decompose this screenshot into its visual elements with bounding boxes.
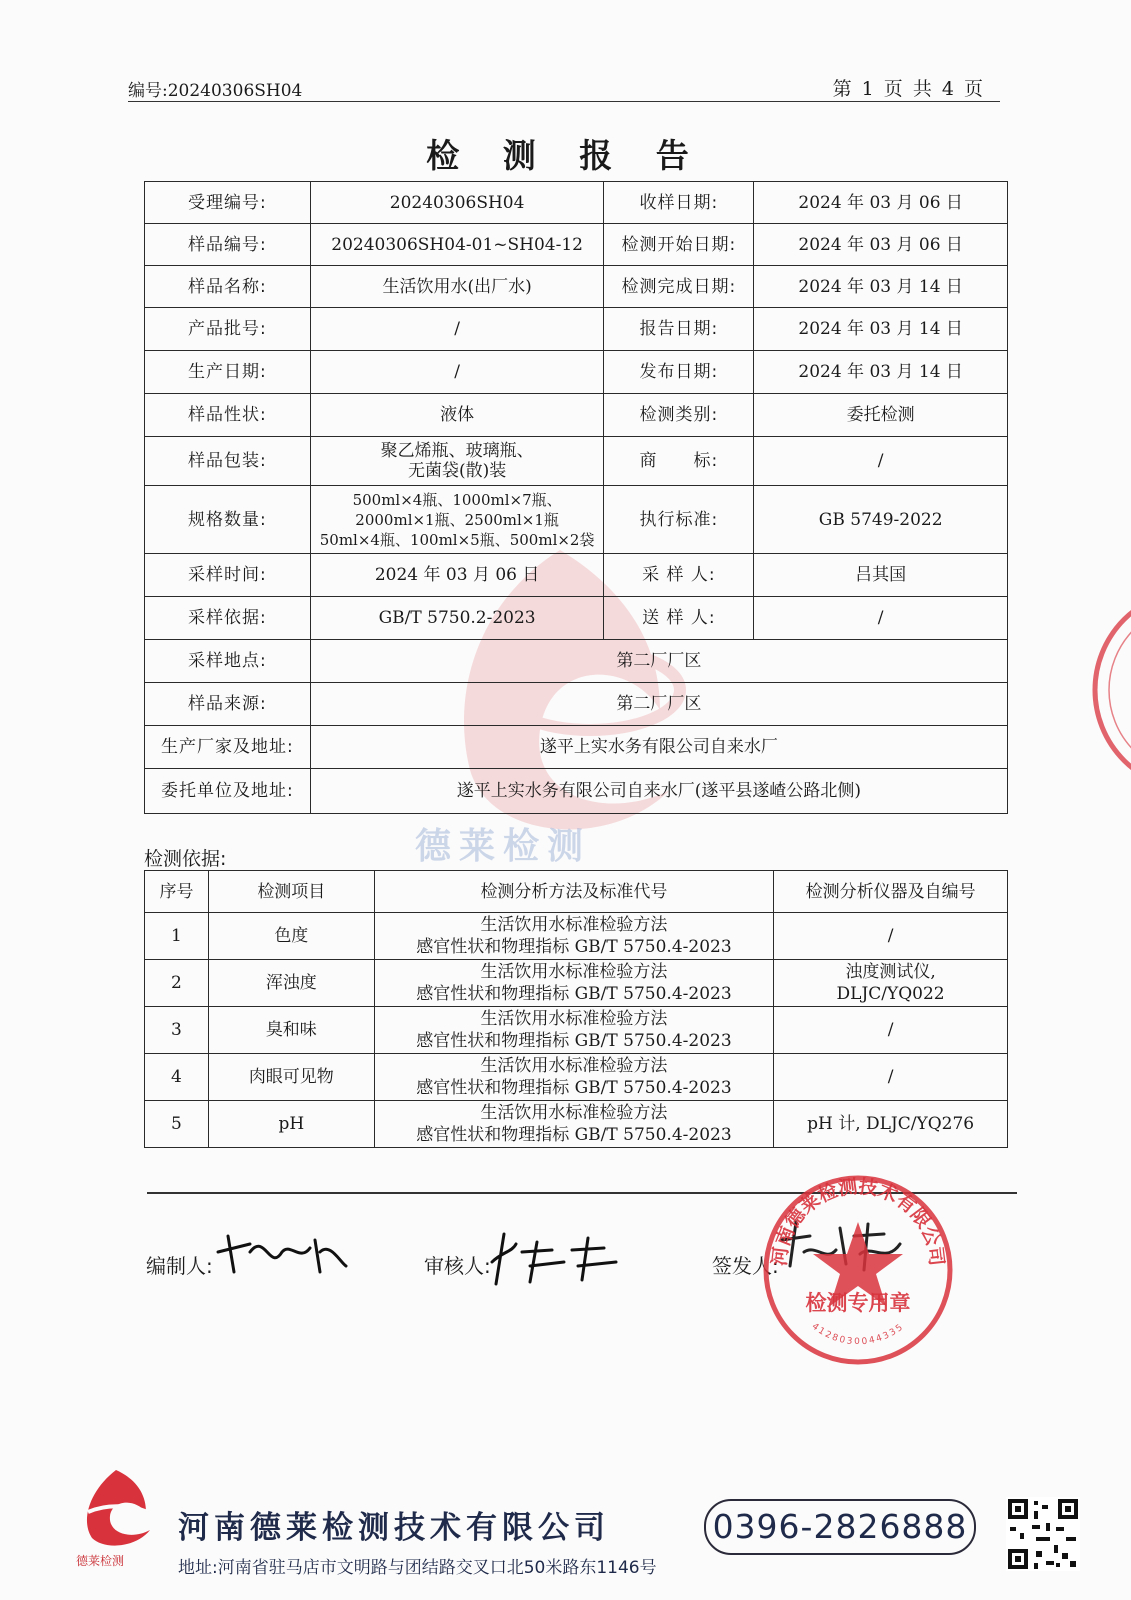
prepared-by-signature <box>210 1222 350 1282</box>
table-row <box>145 1101 1008 1148</box>
seal-code-text: 4128030044335 <box>809 1321 907 1348</box>
spec-qty-line-1: 500ml×4瓶、1000ml×7瓶、 <box>352 490 562 509</box>
client-label: 委托单位及地址: <box>145 769 311 814</box>
table-row <box>145 1007 1008 1054</box>
sample-no-value: 20240306SH04-01~SH04-12 <box>310 224 604 266</box>
sample-name-label: 样品名称: <box>145 266 311 308</box>
company-logo-icon <box>76 1468 156 1548</box>
header-divider <box>128 101 1000 102</box>
sampler-label: 采 样 人: <box>604 554 754 597</box>
method-line-1: 生活饮用水标准检验方法 <box>480 915 668 935</box>
instrument-line-2: DLJC/YQ022 <box>836 984 945 1004</box>
test-end-value: 2024 年 03 月 14 日 <box>754 266 1008 308</box>
manufacturer-label: 生产厂家及地址: <box>145 726 311 769</box>
report-title: 检 测 报 告 <box>426 136 705 175</box>
sample-source-label: 样品来源: <box>145 683 311 726</box>
table-row <box>145 913 1008 960</box>
approved-by-label: 签发人: <box>712 1254 779 1278</box>
company-address: 地址:河南省驻马店市文明路与团结路交叉口北50米路东1146号 <box>178 1558 657 1578</box>
row-seq: 2 <box>145 960 209 1007</box>
packaging-value <box>310 437 604 486</box>
svg-text:4128030044335 <box>810 1322 907 1347</box>
sampling-basis-label: 采样依据: <box>145 597 311 640</box>
test-end-label: 检测完成日期: <box>604 266 754 308</box>
row-instrument <box>774 960 1008 1007</box>
row-instrument <box>774 1101 1008 1148</box>
receipt-no-label: 受理编号: <box>145 182 311 224</box>
row-method <box>374 1101 773 1148</box>
spec-qty-label: 规格数量: <box>145 486 311 554</box>
prod-date-label: 生产日期: <box>145 351 311 394</box>
test-type-label: 检测类别: <box>604 394 754 437</box>
receive-date-value: 2024 年 03 月 06 日 <box>754 182 1008 224</box>
publish-date-label: 发布日期: <box>604 351 754 394</box>
row-item: 臭和味 <box>208 1007 374 1054</box>
row-seq: 5 <box>145 1101 209 1148</box>
method-line-2: 感官性状和物理指标 GB/T 5750.4-2023 <box>416 1078 732 1098</box>
prod-date-value: / <box>310 351 604 394</box>
row-method <box>374 960 773 1007</box>
receive-date-label: 收样日期: <box>604 182 754 224</box>
sampling-time-label: 采样时间: <box>145 554 311 597</box>
row-seq: 3 <box>145 1007 209 1054</box>
table-row <box>145 1054 1008 1101</box>
spec-qty-line-2: 2000ml×1瓶、2500ml×1瓶 <box>355 510 559 529</box>
client-value: 遂平上实水务有限公司自来水厂(遂平县遂嵖公路北侧) <box>310 769 1007 814</box>
method-line-2: 感官性状和物理指标 GB/T 5750.4-2023 <box>416 937 732 957</box>
receipt-no-value: 20240306SH04 <box>310 182 604 224</box>
sampling-time-value: 2024 年 03 月 06 日 <box>310 554 604 597</box>
col-header-item: 检测项目 <box>208 871 374 913</box>
sender-value: / <box>754 597 1008 640</box>
col-header-method: 检测分析方法及标准代号 <box>374 871 773 913</box>
instrument-line-1: / <box>887 1020 894 1040</box>
report-date-value: 2024 年 03 月 14 日 <box>754 308 1008 351</box>
reviewed-by-signature <box>482 1222 632 1292</box>
watermark-text: 德莱检测 <box>415 826 592 867</box>
spec-qty-value <box>310 486 604 554</box>
instrument-line-1: / <box>887 1067 894 1087</box>
method-line-1: 生活饮用水标准检验方法 <box>480 1056 668 1076</box>
row-method <box>374 913 773 960</box>
sample-state-value: 液体 <box>310 394 604 437</box>
cross-page-seal-icon <box>1085 580 1131 800</box>
page-indicator: 第 1 页 共 4 页 <box>832 78 985 100</box>
test-start-value: 2024 年 03 月 06 日 <box>754 224 1008 266</box>
instrument-line-1: pH 计, DLJC/YQ276 <box>807 1114 975 1134</box>
standard-value: GB 5749-2022 <box>754 486 1008 554</box>
test-basis-table <box>144 870 1008 1148</box>
company-phone: 0396-2826888 <box>704 1499 976 1555</box>
row-seq: 4 <box>145 1054 209 1101</box>
packaging-line-1: 聚乙烯瓶、玻璃瓶、 <box>380 441 534 461</box>
row-item: 肉眼可见物 <box>208 1054 374 1101</box>
method-line-2: 感官性状和物理指标 GB/T 5750.4-2023 <box>416 1031 732 1051</box>
sample-source-value: 第二厂厂区 <box>310 683 1007 726</box>
reviewed-by-label: 审核人: <box>424 1254 491 1278</box>
qr-code-icon <box>1006 1497 1080 1571</box>
row-item: pH <box>208 1101 374 1148</box>
col-header-seq: 序号 <box>145 871 209 913</box>
official-seal-icon <box>758 1170 958 1370</box>
sampler-value: 吕其国 <box>754 554 1008 597</box>
seal-org-text: 河南德莱检测技术有限公司 <box>768 1175 948 1268</box>
test-basis-title: 检测依据: <box>144 848 227 870</box>
sampling-site-value: 第二厂厂区 <box>310 640 1007 683</box>
report-date-label: 报告日期: <box>604 308 754 351</box>
sampling-basis-value: GB/T 5750.2-2023 <box>310 597 604 640</box>
row-method <box>374 1007 773 1054</box>
manufacturer-value: 遂平上实水务有限公司自来水厂 <box>310 726 1007 769</box>
sample-state-label: 样品性状: <box>145 394 311 437</box>
sampling-site-label: 采样地点: <box>145 640 311 683</box>
sample-name-value: 生活饮用水(出厂水) <box>310 266 604 308</box>
row-instrument <box>774 1007 1008 1054</box>
company-name: 河南德莱检测技术有限公司 <box>178 1510 610 1546</box>
batch-no-label: 产品批号: <box>145 308 311 351</box>
row-method <box>374 1054 773 1101</box>
packaging-line-2: 无菌袋(散)装 <box>407 461 507 481</box>
seal-purpose-text: 检测专用章 <box>805 1291 911 1315</box>
method-line-1: 生活饮用水标准检验方法 <box>480 1009 668 1029</box>
batch-no-value: / <box>310 308 604 351</box>
table-row <box>145 960 1008 1007</box>
instrument-line-1: / <box>887 926 894 946</box>
test-type-value: 委托检测 <box>754 394 1008 437</box>
standard-label: 执行标准: <box>604 486 754 554</box>
method-line-1: 生活饮用水标准检验方法 <box>480 1103 668 1123</box>
packaging-label: 样品包装: <box>145 437 311 486</box>
instrument-line-1: 浊度测试仪, <box>845 962 936 982</box>
method-line-2: 感官性状和物理指标 GB/T 5750.4-2023 <box>416 1125 732 1145</box>
test-start-label: 检测开始日期: <box>604 224 754 266</box>
row-item: 色度 <box>208 913 374 960</box>
row-item: 浑浊度 <box>208 960 374 1007</box>
row-instrument <box>774 1054 1008 1101</box>
sample-no-label: 样品编号: <box>145 224 311 266</box>
publish-date-value: 2024 年 03 月 14 日 <box>754 351 1008 394</box>
trademark-label: 商 标: <box>604 437 754 486</box>
logo-caption: 德莱检测 <box>76 1554 125 1568</box>
sender-label: 送 样 人: <box>604 597 754 640</box>
method-line-1: 生活饮用水标准检验方法 <box>480 962 668 982</box>
spec-qty-line-3: 50ml×4瓶、100ml×5瓶、500ml×2袋 <box>319 530 595 549</box>
sample-info-table <box>144 181 1008 814</box>
row-seq: 1 <box>145 913 209 960</box>
prepared-by-label: 编制人: <box>146 1254 213 1278</box>
col-header-instrument: 检测分析仪器及自编号 <box>774 871 1008 913</box>
method-line-2: 感官性状和物理指标 GB/T 5750.4-2023 <box>416 984 732 1004</box>
trademark-value: / <box>754 437 1008 486</box>
report-number: 编号:20240306SH04 <box>128 81 303 101</box>
row-instrument <box>774 913 1008 960</box>
